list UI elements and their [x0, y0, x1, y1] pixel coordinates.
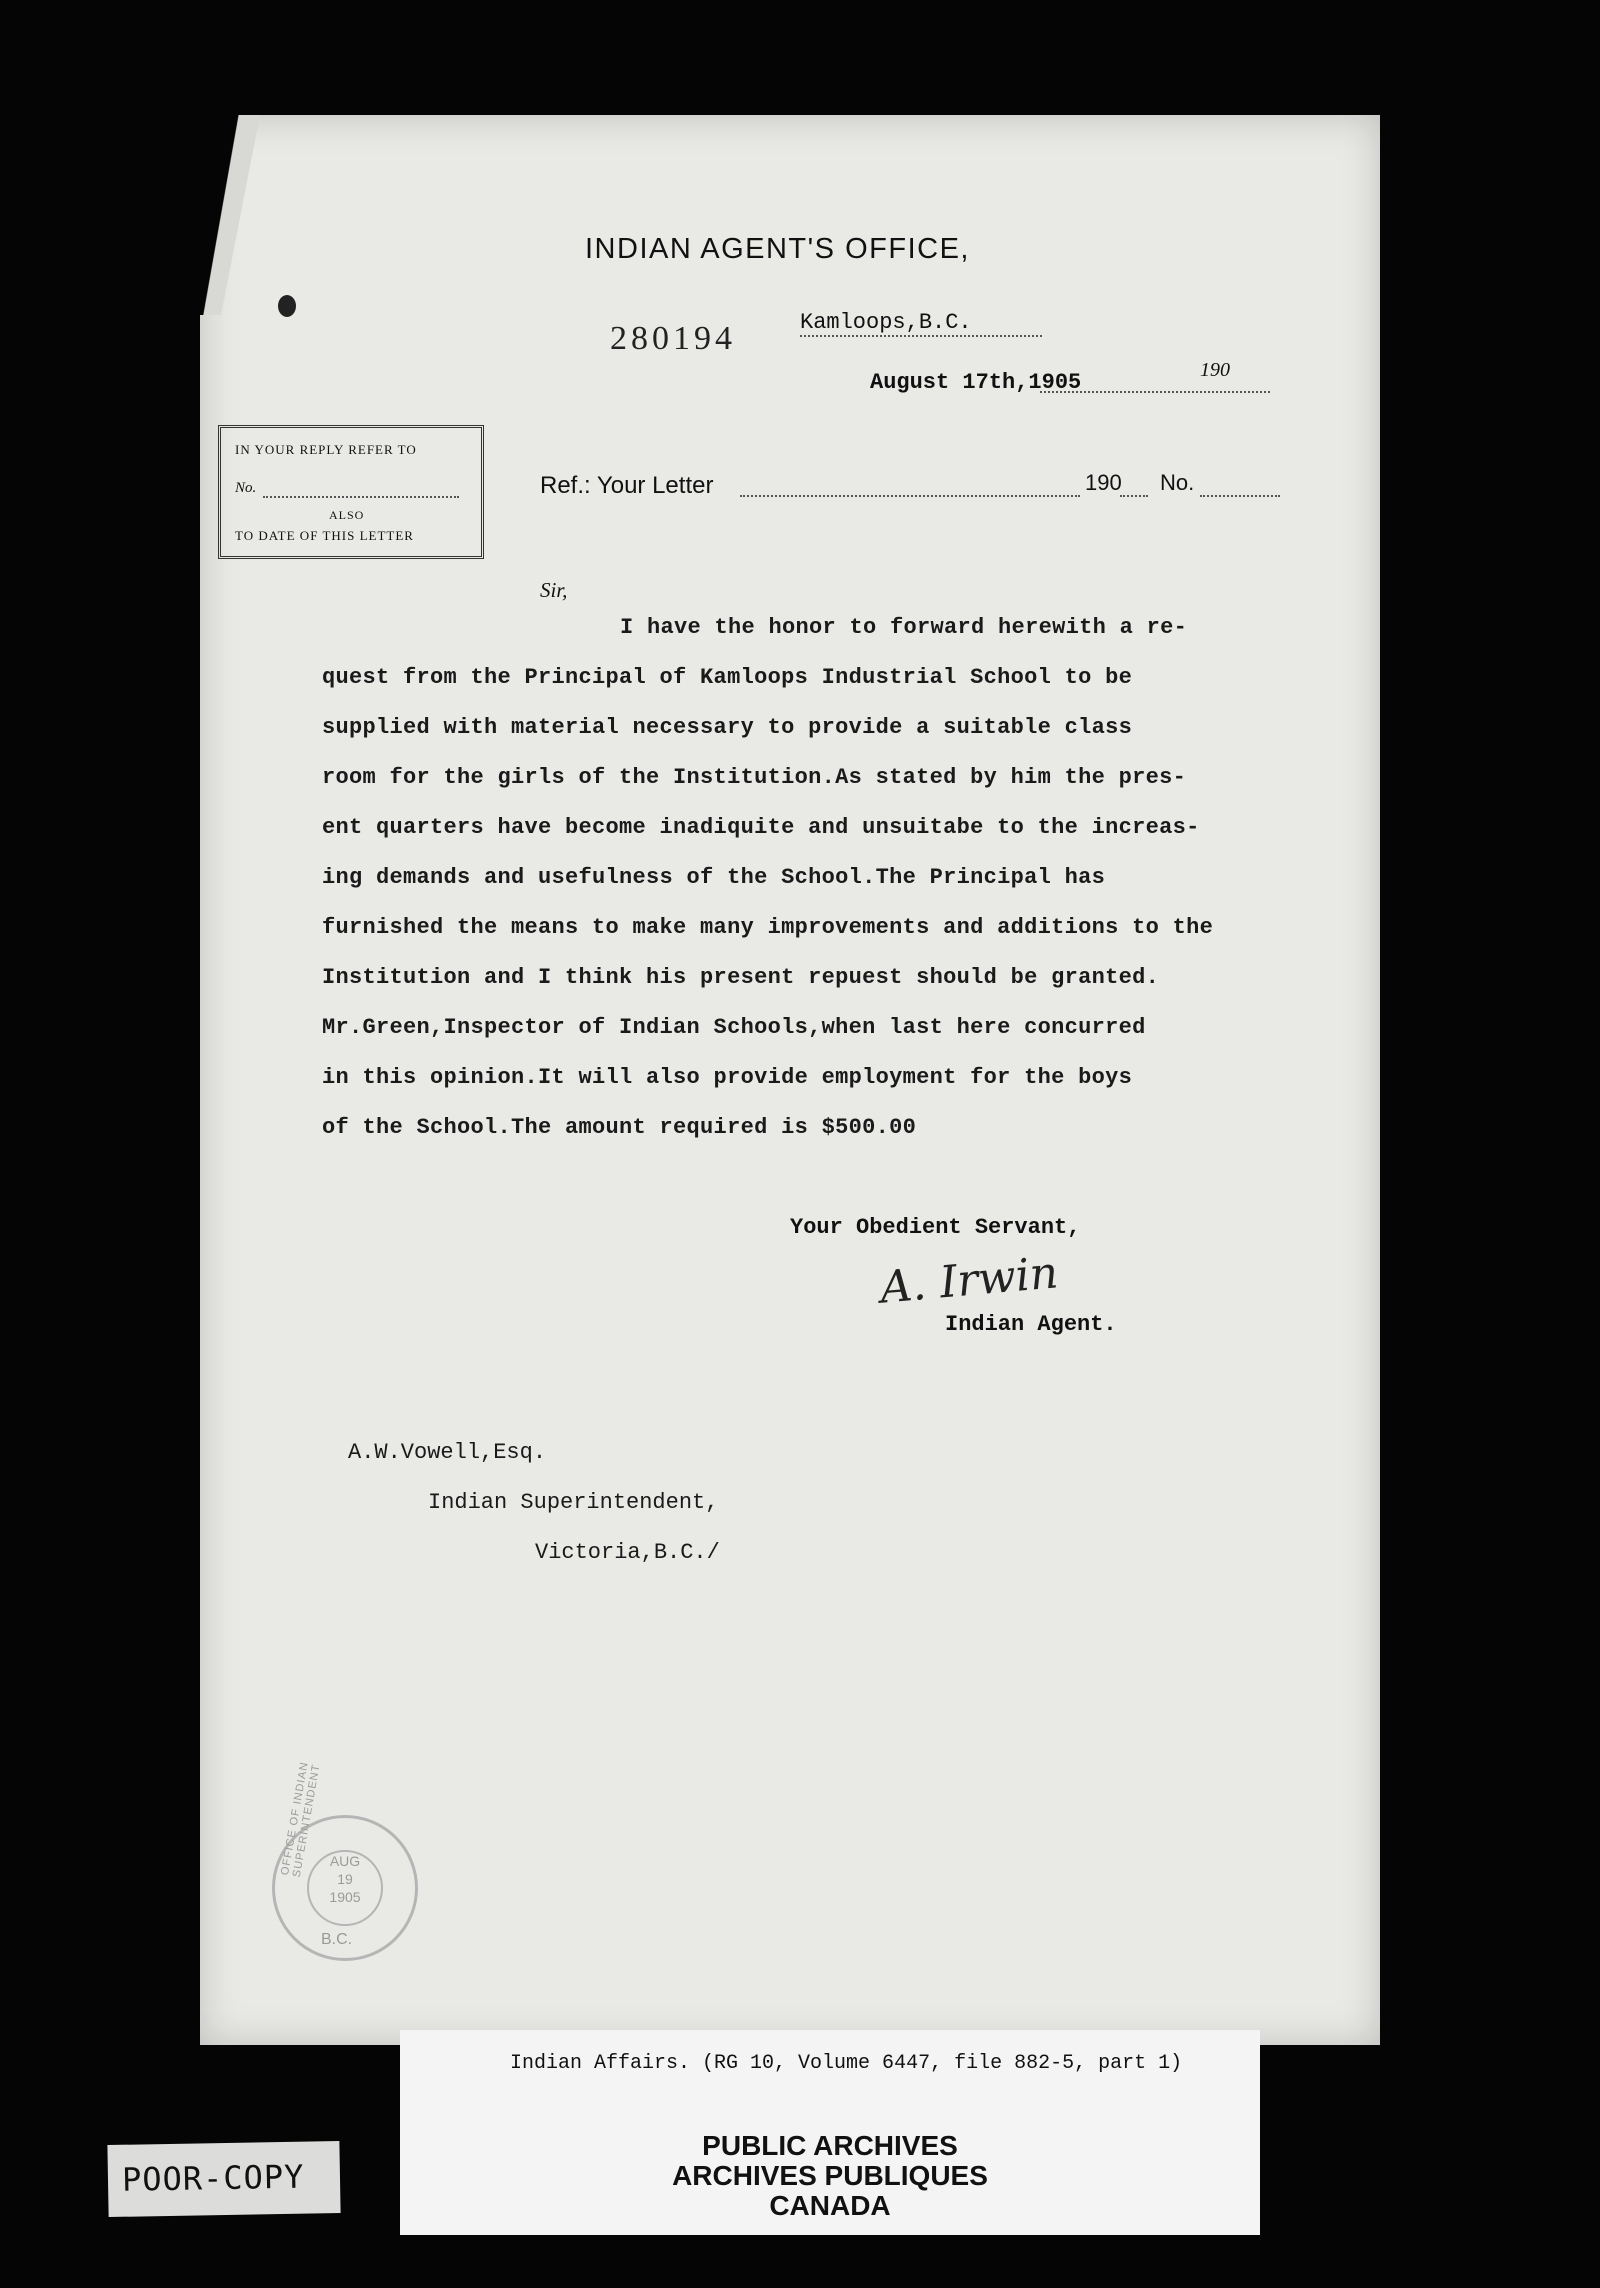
ref-year: 190: [1085, 470, 1122, 495]
archive-label: [400, 2030, 1260, 2235]
date-dotted-line: [1040, 391, 1270, 393]
reply-box-also: ALSO: [329, 508, 365, 522]
stamp-month: AUG: [329, 1853, 361, 1869]
body-line: furnished the means to make many improvements and additions to the: [322, 915, 1214, 940]
stamp-day: 19: [337, 1871, 353, 1887]
poor-copy-label: [107, 2141, 340, 2217]
body-line: supplied with material necessary to provide a suitable class: [322, 715, 1133, 740]
poor-copy-text: POOR-COPY: [121, 2157, 305, 2199]
closing: Your Obedient Servant,: [790, 1215, 1081, 1240]
received-stamp: [272, 1760, 418, 1961]
letter-sheet: [200, 115, 1380, 2045]
body-line: I have the honor to forward herewith a re-: [620, 615, 1188, 640]
reply-box-dotted-line: [263, 496, 459, 498]
ref-year-dotted-line: [1120, 495, 1148, 497]
signature: A. Irwin: [878, 1247, 1061, 1314]
body-line: of the School.The amount required is $500.00: [322, 1115, 917, 1140]
body-line: room for the girls of the Institution.As stated by him the pres-: [322, 765, 1187, 790]
archive-line3: CANADA: [769, 2190, 891, 2221]
reply-box-line1: IN YOUR REPLY REFER TO: [235, 442, 417, 457]
addressee-place: Victoria,B.C./: [535, 1540, 720, 1565]
body-line: in this opinion.It will also provide employment for the boys: [322, 1065, 1133, 1090]
ref-label: Ref.: Your Letter: [540, 472, 714, 499]
body-line: ing demands and usefulness of the School.The Principal has: [322, 865, 1106, 890]
ref-dotted-line: [740, 495, 1080, 497]
addressee-name: A.W.Vowell,Esq.: [348, 1440, 547, 1465]
office-heading: INDIAN AGENT'S OFFICE,: [585, 233, 970, 265]
body-line: quest from the Principal of Kamloops Industrial School to be: [322, 665, 1133, 690]
ref-no: No.: [1160, 470, 1195, 495]
ref-no-dotted-line: [1200, 495, 1280, 497]
printed-year: 190: [1200, 359, 1230, 381]
archive-line2: ARCHIVES PUBLIQUES: [672, 2160, 988, 2191]
stamp-year: 1905: [329, 1889, 361, 1905]
body-line: Institution and I think his present repuest should be granted.: [322, 965, 1160, 990]
body-line: Mr.Green,Inspector of Indian Schools,when last here concurred: [322, 1015, 1146, 1040]
folded-corner: [200, 115, 260, 315]
archive-reference: Indian Affairs. (RG 10, Volume 6447, file 882-5, part 1): [510, 2052, 1183, 2075]
reply-box-line4: TO DATE OF THIS LETTER: [235, 528, 414, 543]
stamp-ring-text: OFFICE OF INDIAN SUPERINTENDENT: [279, 1760, 323, 1879]
archive-line1: PUBLIC ARCHIVES: [702, 2130, 958, 2161]
reply-box-no: No.: [235, 480, 257, 496]
addressee-title: Indian Superintendent,: [428, 1490, 719, 1515]
salutation: Sir,: [540, 578, 568, 602]
file-number: 280194: [610, 320, 736, 357]
ink-spot: [278, 295, 296, 317]
place-line: Kamloops,B.C.: [800, 310, 1042, 337]
signatory-title: Indian Agent.: [945, 1312, 1117, 1337]
body-line: ent quarters have become inadiquite and unsuitabe to the increas-: [322, 815, 1200, 840]
stamp-bottom-text: B.C.: [321, 1931, 353, 1948]
letter-date: August 17th,1905: [870, 370, 1082, 395]
stamp-inner-circle: [307, 1850, 383, 1926]
reply-reference-box: [218, 425, 484, 559]
